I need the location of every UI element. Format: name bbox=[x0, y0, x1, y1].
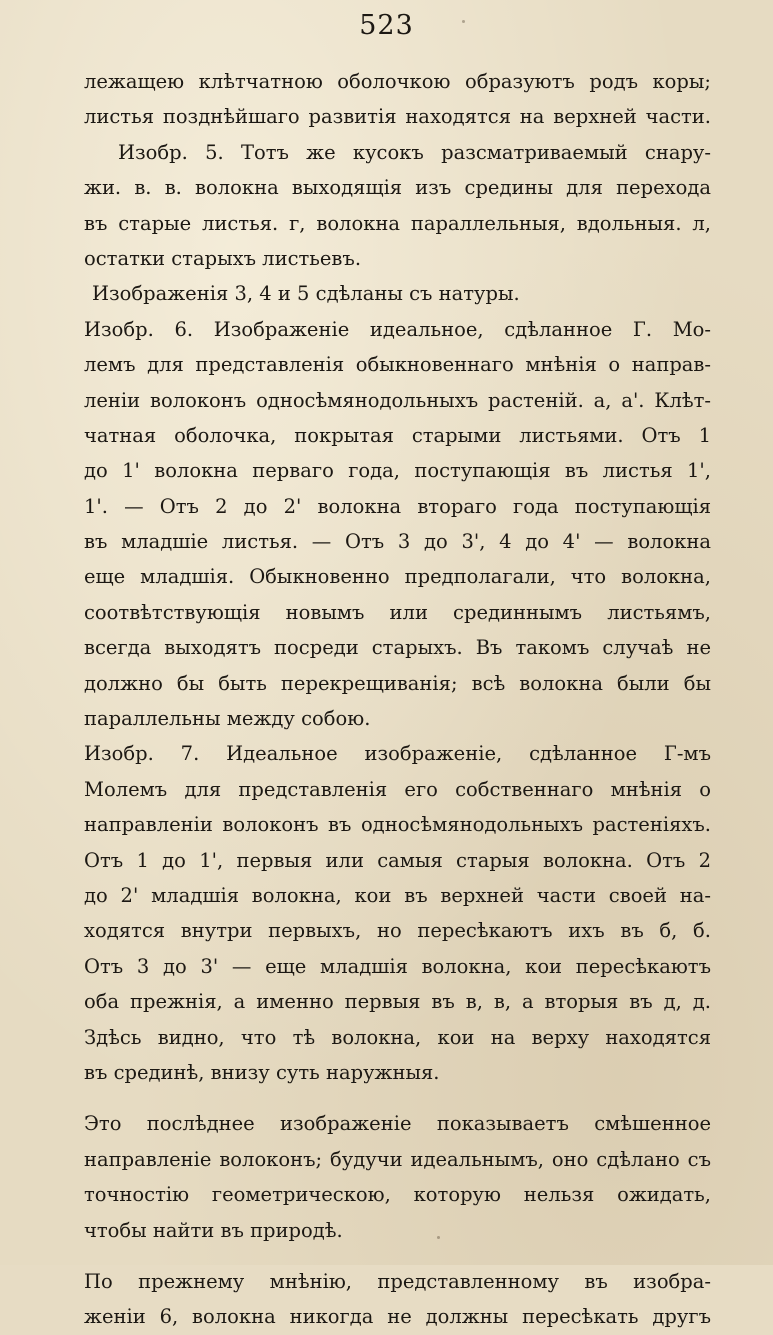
text-line: лемъ для представленія обыкновеннаго мнѣнія о направ- bbox=[84, 353, 711, 377]
text-line: чатная оболочка, покрытая старыми листьями. Отъ 1 bbox=[84, 423, 711, 447]
body-text bbox=[84, 64, 711, 1335]
text-line: параллельны между собою. bbox=[84, 707, 371, 731]
text-line: Здѣсь видно, что тѣ волокна, кои на верху находятся bbox=[84, 1025, 711, 1049]
text-line: Отъ 1 до 1', первыя или самыя старыя волокна. Отъ 2 bbox=[84, 848, 711, 872]
text-line: Изобр. 6. Изображеніе идеальное, сдѣланное Г. Мо- bbox=[84, 317, 711, 341]
text-line: въ старые листья. г, волокна параллельныя, вдольныя. л, bbox=[84, 211, 711, 235]
text-line: женіи 6, волокна никогда не должны пересѣкать другъ bbox=[84, 1305, 711, 1329]
text-line: листья позднѣйшаго развитія находятся на верхней части. bbox=[84, 105, 711, 129]
paper-speck bbox=[437, 1236, 440, 1239]
text-line: Это послѣднее изображеніе показываетъ смѣшенное bbox=[84, 1112, 711, 1136]
text-line: направленіе волоконъ; будучи идеальнымъ, оно сдѣлано съ bbox=[84, 1147, 711, 1171]
text-line: жи. в. в. волокна выходящія изъ средины для перехода bbox=[84, 176, 711, 200]
text-line: 1'. — Отъ 2 до 2' волокна втораго года поступающія bbox=[84, 494, 711, 518]
text-line: Отъ 3 до 3' — еще младшія волокна, кои пересѣкаютъ bbox=[84, 954, 711, 978]
text-line: до 1' волокна перваго года, поступающія въ листья 1', bbox=[84, 459, 711, 483]
paper-speck bbox=[462, 20, 465, 23]
text-line: соотвѣтствующія новымъ или срединнымъ листьямъ, bbox=[84, 600, 711, 624]
text-line: чтобы найти въ природѣ. bbox=[84, 1218, 343, 1242]
text-line: леніи волоконъ односѣмянодольныхъ растеній. а, а'. Клѣт- bbox=[84, 388, 711, 412]
text-line: лежащею клѣтчатною оболочкою образуютъ родъ коры; bbox=[84, 70, 711, 93]
page-number: 523 bbox=[359, 10, 414, 41]
text-line: По прежнему мнѣнію, представленному въ изобра- bbox=[84, 1269, 711, 1293]
text-line: направленіи волоконъ въ односѣмянодольныхъ растеніяхъ. bbox=[84, 813, 711, 837]
text-line: ходятся внутри первыхъ, но пересѣкаютъ ихъ въ б, б. bbox=[84, 919, 711, 943]
paragraph-gap bbox=[84, 1090, 711, 1106]
text-line: Молемъ для представленія его собственнаго мнѣнія о bbox=[84, 777, 711, 801]
text-line: Изобр. 5. Тотъ же кусокъ разсматриваемый снару- bbox=[118, 140, 711, 164]
text-line: до 2' младшія волокна, кои въ верхней части своей на- bbox=[84, 883, 711, 907]
text-line: точностію геометрическою, которую нельзя ожидать, bbox=[84, 1183, 711, 1207]
paragraph-gap bbox=[84, 1248, 711, 1264]
text-line: всегда выходятъ посреди старыхъ. Въ такомъ случаѣ не bbox=[84, 636, 711, 660]
text-line: Изобр. 7. Идеальное изображеніе, сдѣланное Г-мъ bbox=[84, 742, 711, 766]
text-line: оба прежнія, а именно первыя въ в, в, а вторыя въ д, д. bbox=[84, 990, 711, 1014]
text-line: въ младшіе листья. — Отъ 3 до 3', 4 до 4' — волокна bbox=[84, 530, 711, 554]
text-line: Изображенія 3, 4 и 5 сдѣланы съ натуры. bbox=[92, 282, 520, 306]
text-line: еще младшія. Обыкновенно предполагали, что волокна, bbox=[84, 565, 711, 589]
text-line: должно бы быть перекрещиванія; всѣ волокна были бы bbox=[84, 671, 711, 695]
text-line: въ срединѣ, внизу суть наружныя. bbox=[84, 1060, 440, 1084]
text-line: остатки старыхъ листьевъ. bbox=[84, 246, 362, 270]
